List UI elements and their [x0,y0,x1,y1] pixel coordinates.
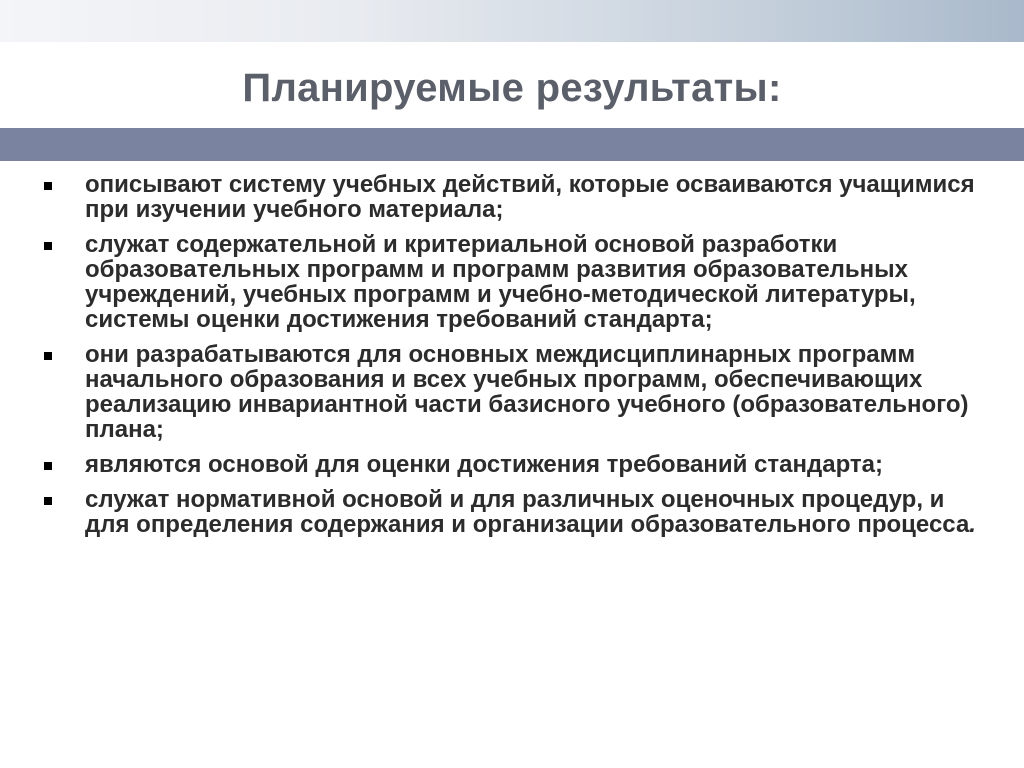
square-bullet-icon [44,182,52,190]
list-item [44,452,994,477]
list-item [44,487,994,537]
square-bullet-icon [44,242,52,250]
bullet-text-suffix: . [969,511,976,538]
square-bullet-icon [44,497,52,505]
bullet-text: описывают систему учебных действий, которые осваиваются учащимися при изучении учебного материала; [85,171,975,223]
header-divider [0,42,220,44]
list-item [44,342,994,442]
bullet-text: служат нормативной основой и для различных оценочных процедур, и для определения содержания и организации образовательного процесса [85,486,970,538]
bullet-list [44,172,994,547]
square-bullet-icon [44,462,52,470]
list-item [44,172,994,222]
slide-title: Планируемые результаты: [242,66,782,110]
title-accent-bar [0,128,1024,161]
bullet-text: они разрабатываются для основных междисциплинарных программ начального образования и всех учебных программ, обеспечивающих реализацию инвариантной части базисного учебного (образовательного) плана; [85,341,969,443]
list-item [44,232,994,332]
header-gradient-band [0,0,1024,42]
bullet-text: являются основой для оценки достижения требований стандарта; [85,451,884,478]
square-bullet-icon [44,352,52,360]
bullet-text: служат содержательной и критериальной основой разработки образовательных программ и программ развития образовательных учреждений, учебных программ и учебно-методической литературы, системы оценки достижения требований стандарта; [85,231,916,333]
